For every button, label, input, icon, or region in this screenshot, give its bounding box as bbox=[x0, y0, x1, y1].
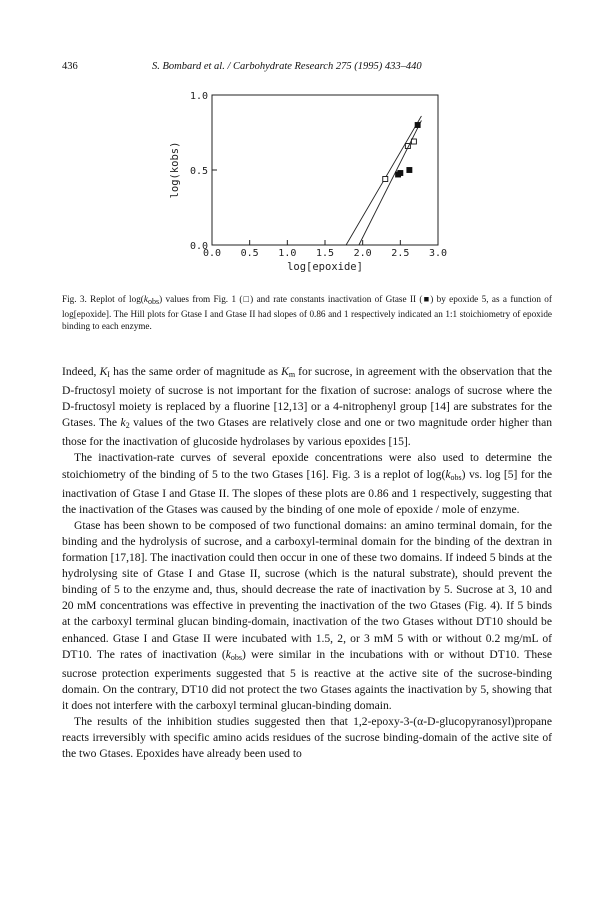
filled-square-point-2 bbox=[398, 171, 403, 176]
open-square-symbol: □ bbox=[242, 294, 251, 304]
paragraph-2: The inactivation-rate curves of several epoxide concentrations were also used to determine the stoichiometry of the binding of 5 to the two Gtases [16]. Fig. 3 is a replot of $\log(k_{obs})$ vs. log [5] for the inactivation of Gtase I and Gtase II. The slopes of these plots are 0.86 and 1 respectively, suggesting that the inactivation of the Gtases was caused by the binding of one mole of epoxide / mole of enzyme. bbox=[62, 451, 553, 516]
x-tick-label-2: 1.0 bbox=[278, 248, 297, 259]
filled-square-point-3 bbox=[415, 123, 420, 128]
x-axis-label: log[epoxide] bbox=[287, 261, 363, 273]
x-tick-label-4: 2.0 bbox=[353, 248, 372, 259]
body-text bbox=[62, 364, 552, 762]
filled-square-point-1 bbox=[407, 168, 412, 173]
figure-3 bbox=[150, 85, 450, 285]
x-tick-label-5: 2.5 bbox=[391, 248, 410, 259]
hill-plot-chart bbox=[150, 85, 450, 285]
figure-caption: Fig. 3. Replot of log(kobs) values from Fig. 1 (□) and rate constants inactivation of Gtase II (■) by epoxide 5, as a function of log[epoxide]. The Hill plots for Gtase I and Gtase II had slopes of 0.86 and 1 respectively indicated an 1:1 stoichiometry of epoxide binding to each enzyme. bbox=[62, 294, 552, 332]
page-header bbox=[62, 61, 552, 77]
fit-line-series-1 bbox=[359, 121, 422, 246]
x-tick-label-3: 1.5 bbox=[315, 248, 335, 259]
plot-frame bbox=[212, 95, 438, 245]
y-axis-label: log(kobs) bbox=[169, 141, 181, 199]
paragraph-4: The results of the inhibition studies suggested then that 1,2-epoxy-3-(α-D-glucopyranosyl)propane reacts irreversibly with specific amino acids residues of the sucrose binding-domain of the active site of the two Gtases. Epoxides have already been used to bbox=[62, 714, 552, 761]
filled-square-symbol: ■ bbox=[422, 294, 431, 304]
running-title: S. Bombard et al. / Carbohydrate Research 275 (1995) 433–440 bbox=[152, 61, 422, 72]
paragraph-3: Gtase has been shown to be composed of two functional domains: an amino terminal domain, for the binding and the hydrolysis of sucrose, and a carboxyl-terminal domain for the binding of the dextran in formation [17,18]. The inactivation could then occur in one of these two domains. If indeed 5 binds at the hydrolysing site of Gtase I and Gtase II, sucrose (which is the natural substrate), should prevent the binding of 5 to the enzyme and, thus, should decrease the rate of inactivation by 5. Sucrose at 3, 10 and 20 mM concentrations was effective in preventing the inactivation of the two Gtases (Fig. 4). If 5 binds at the carboxyl terminal glucan binding-domain, inactivation of the two Gtases without DT10 should be enhanced. Gtase I and Gtase II were incubated with 1.5, 2, or 3 mM 5 with or without 0.2 mg/mL of DT10. The rates of inactivation $(k_{obs})$ were similar in the incubations with or without DT10. These sucrose protection experiments suggested that 5 is reactive at the active site of the sucrose-binding domain. On the contrary, DT10 did not protect the two Gtases againts the inactivation by 5, showing that it does not interfere with the carboxyl terminal glucan-binding domain. bbox=[62, 518, 553, 712]
y-tick-label-0: 0.0 bbox=[189, 241, 208, 252]
y-tick-label-2: 1.0 bbox=[189, 91, 208, 102]
x-tick-label-6: 3.0 bbox=[428, 248, 448, 259]
paragraph-1: Indeed, $K_I$ has the same order of magnitude as $K_m$ for sucrose, in agreement with the observation that the D-fructosyl moiety of sucrose is not important for the fixation of sucrose: analogs of sucrose where the D-fructosyl moiety is replaced by a fluorine [12,13] or a 4-nitrophenyl group [14] are substrates for the Gtases. The $k_2$ values of the two Gtases are relatively close and one or two magnitude order higher than those for the inactivation of glucoside hydrolases by various epoxides [15]. bbox=[62, 365, 553, 449]
y-tick-label-1: 0.5 bbox=[189, 166, 208, 177]
page-number: 436 bbox=[62, 61, 78, 72]
x-tick-label-1: 0.5 bbox=[240, 248, 259, 259]
x-tick-label-0: 0.0 bbox=[202, 248, 222, 259]
open-square-point-0 bbox=[383, 177, 388, 182]
